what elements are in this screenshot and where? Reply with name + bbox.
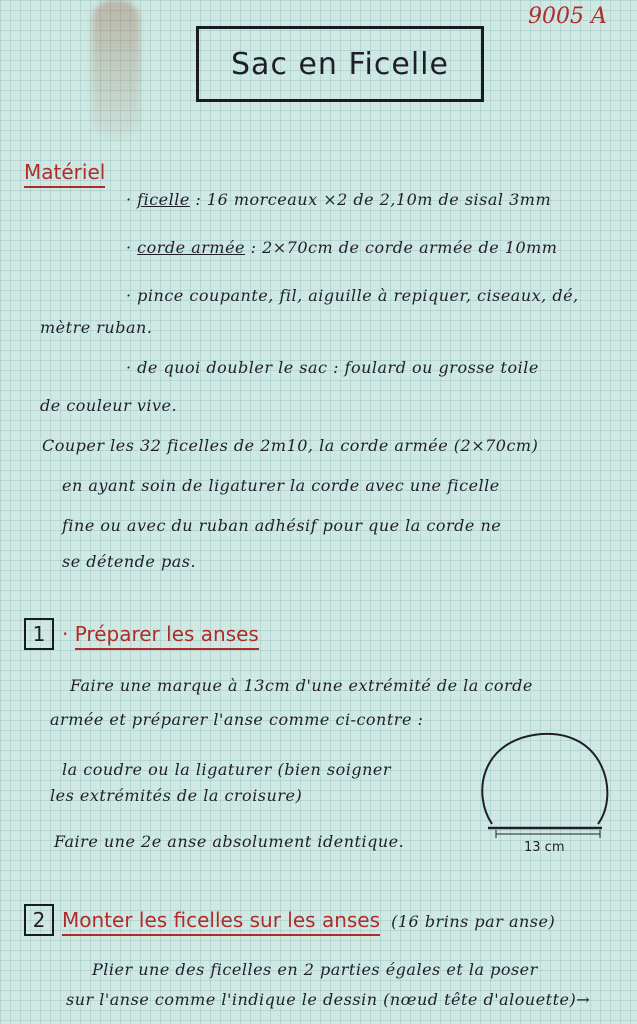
intro-line: en ayant soin de ligaturer la corde avec une ficelle — [62, 476, 500, 495]
step1-line: la coudre ou la ligaturer (bien soigner — [62, 760, 392, 779]
step2-line: Plier une des ficelles en 2 parties égales et la poser — [92, 960, 538, 979]
title-box — [196, 26, 484, 102]
materiel-item-outils: · pince coupante, fil, aiguille à repiquer, ciseaux, dé, — [126, 286, 579, 305]
step1-line: armée et préparer l'anse comme ci-contre : — [50, 710, 424, 729]
materiel-item-text: : 2×70cm de corde armée de 10mm — [245, 238, 558, 257]
step1-header — [24, 618, 259, 650]
materiel-item-text: : 16 morceaux ×2 de 2,10m de sisal 3mm — [189, 190, 552, 209]
materiel-item-doublure: · de quoi doubler le sac : foulard ou grosse toile — [126, 358, 539, 377]
materiel-item-text: de couleur vive. — [40, 396, 178, 415]
paper-stain — [92, 0, 140, 140]
step1-line: Faire une marque à 13cm d'une extrémité de la corde — [70, 676, 533, 695]
intro-line: se détende pas. — [62, 552, 197, 571]
materiel-item-ficelle: · ficelle : 16 morceaux ×2 de 2,10m de sisal 3mm — [126, 190, 552, 209]
materiel-heading: Matériel — [24, 160, 105, 188]
anse-loop — [482, 734, 607, 824]
page-id: 9005 A — [528, 4, 607, 29]
step1-line: les extrémités de la croisure) — [50, 786, 303, 805]
materiel-item-metre — [40, 318, 152, 337]
step2-heading: Monter les ficelles sur les anses — [62, 908, 380, 936]
materiel-item-text: mètre ruban. — [40, 318, 153, 337]
step-heading-text: Préparer les anses — [75, 622, 259, 650]
materiel-item-corde: · corde armée : 2×70cm de corde armée de 10mm — [126, 238, 558, 257]
step-number: 2 — [24, 904, 54, 936]
materiel-item-text: pince coupante, fil, aiguille à repiquer, ciseaux, dé, — [137, 286, 579, 305]
step1-heading: · Préparer les anses — [62, 622, 259, 650]
step-number: 1 — [24, 618, 54, 650]
materiel-item-text: de quoi doubler le sac : foulard ou grosse toile — [137, 358, 539, 377]
materiel-item-label: corde armée — [137, 238, 246, 257]
step1-line: Faire une 2e anse absolument identique. — [54, 832, 405, 851]
step2-header — [24, 904, 555, 936]
intro-line: Couper les 32 ficelles de 2m10, la corde armée (2×70cm) — [42, 436, 539, 455]
intro-line: fine ou avec du ruban adhésif pour que la corde ne — [62, 516, 502, 535]
step2-note: (16 brins par anse) — [391, 912, 556, 931]
page-title: Sac en Ficelle — [231, 46, 449, 82]
diagram-label: 13 cm — [524, 840, 565, 855]
materiel-item-label: ficelle — [137, 190, 190, 209]
materiel-item-couleur — [40, 396, 177, 415]
step2-line: sur l'anse comme l'indique le dessin (nœud tête d'alouette)→ — [66, 990, 591, 1009]
